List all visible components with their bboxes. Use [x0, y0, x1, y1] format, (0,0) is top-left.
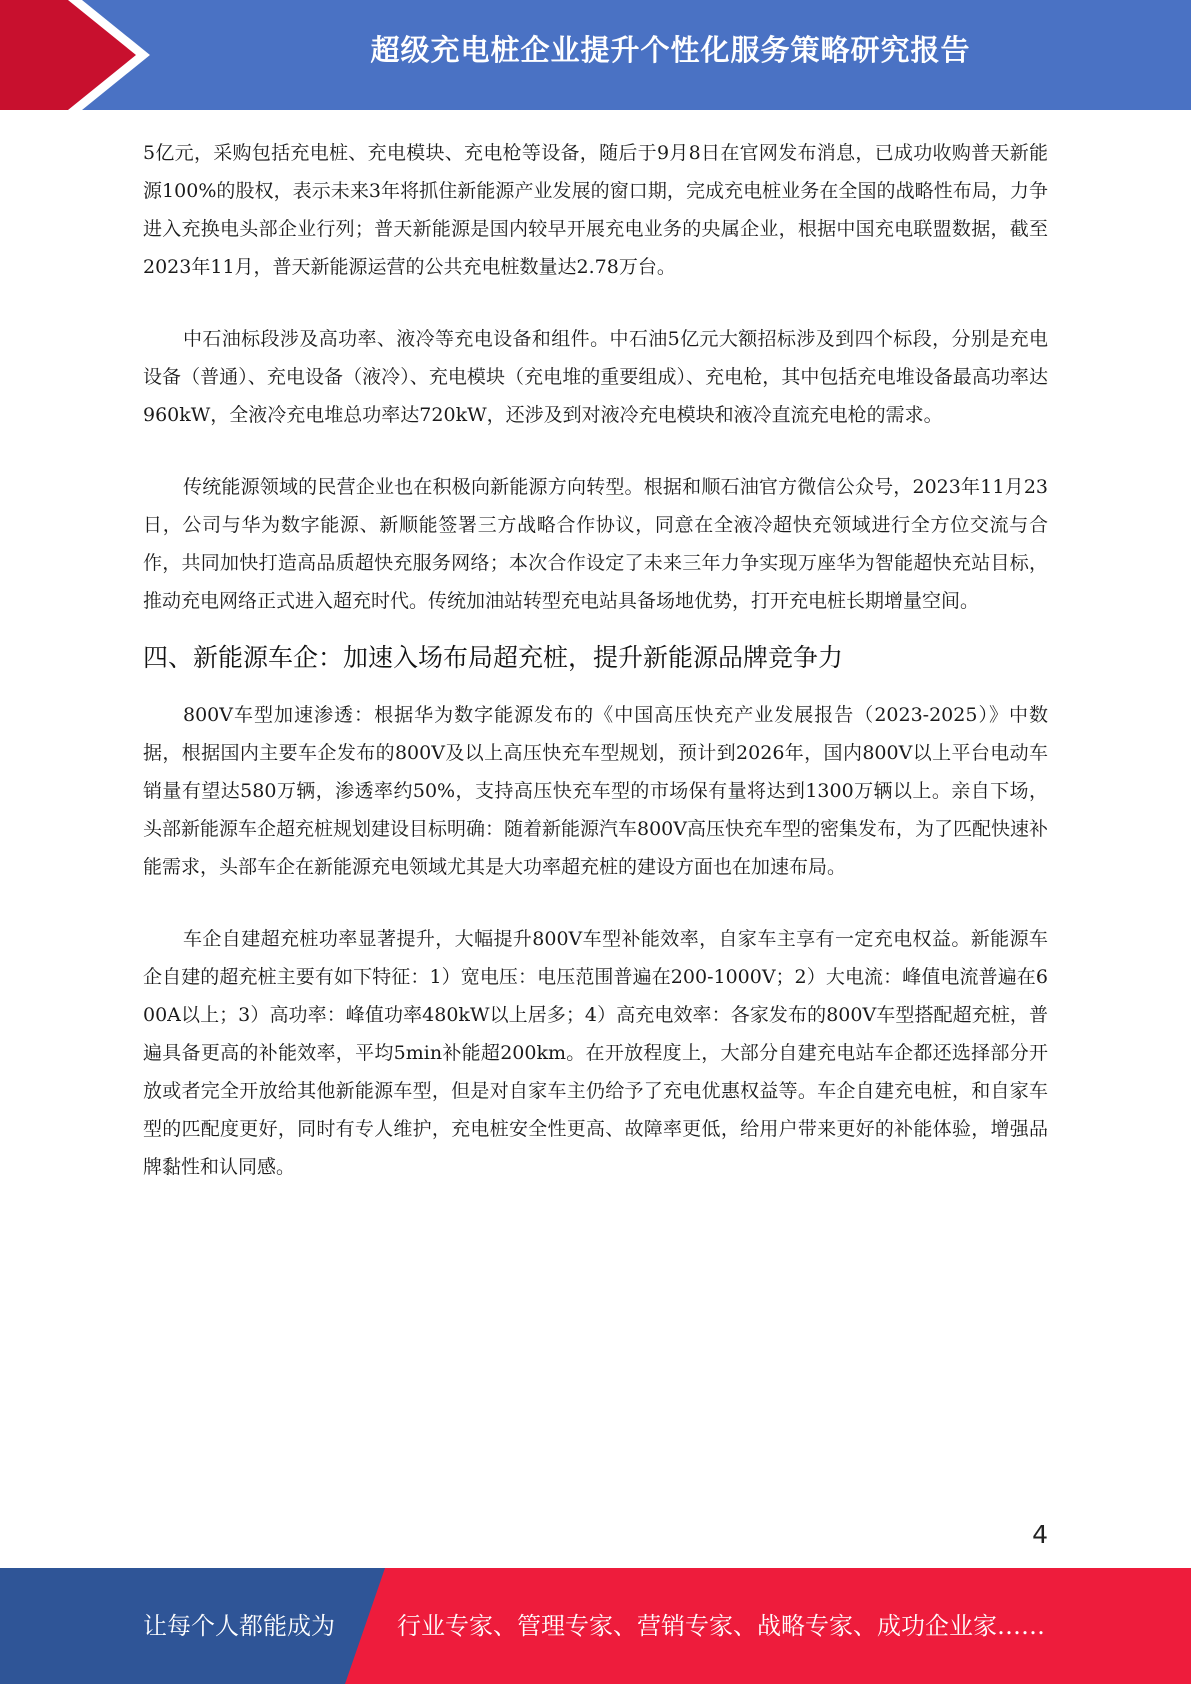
page-footer [0, 1568, 1191, 1684]
header-arrow-icon [0, 0, 150, 110]
body-paragraph: 车企自建超充桩功率显著提升，大幅提升800V车型补能效率，自家车主享有一定充电权益。新能源车企自建的超充桩主要有如下特征：1）宽电压：电压范围普遍在200-1000V；2）大电流：峰值电流普遍在600A以上；3）高功率：峰值功率480kW以上居多；4）高充电效率：各家发布的800V车型搭配超充桩，普遍具备更高的补能效率，平均5min补能超200km。在开放程度上，大部分自建充电站车企都还选择部分开放或者完全开放给其他新能源车型，但是对自家车主仍给予了充电优惠权益等。车企自建充电桩，和自家车型的匹配度更好，同时有专人维护，充电桩安全性更高、故障率更低，给用户带来更好的补能体验，增强品牌黏性和认同感。 [143, 928, 1048, 1178]
page-header [0, 0, 1191, 110]
main-content [143, 134, 1048, 1186]
body-paragraph: 800V车型加速渗透：根据华为数字能源发布的《中国高压快充产业发展报告（2023-2025）》中数据，根据国内主要车企发布的800V及以上高压快充车型规划，预计到2026年，国内800V以上平台电动车销量有望达580万辆，渗透率约50%，支持高压快充车型的市场保有量将达到1300万辆以上。亲自下场，头部新能源车企超充桩规划建设目标明确：随着新能源汽车800V高压快充车型的密集发布，为了匹配快速补能需求，头部车企在新能源充电领域尤其是大功率超充桩的建设方面也在加速布局。 [143, 704, 1048, 878]
footer-slogan-right: 行业专家、管理专家、营销专家、战略专家、成功企业家…… [397, 1612, 1045, 1640]
page-number: 4 [1032, 1520, 1048, 1549]
body-paragraph: 中石油标段涉及高功率、液冷等充电设备和组件。中石油5亿元大额招标涉及到四个标段，分别是充电设备（普通）、充电设备（液冷）、充电模块（充电堆的重要组成）、充电枪，其中包括充电堆设备最高功率达960kW，全液冷充电堆总功率达720kW，还涉及到对液冷充电模块和液冷直流充电枪的需求。 [143, 328, 1048, 426]
body-paragraph: 5亿元，采购包括充电桩、充电模块、充电枪等设备，随后于9月8日在官网发布消息，已成功收购普天新能源100%的股权，表示未来3年将抓住新能源产业发展的窗口期，完成充电桩业务在全国的战略性布局，力争进入充换电头部企业行列；普天新能源是国内较早开展充电业务的央属企业，根据中国充电联盟数据，截至2023年11月，普天新能源运营的公共充电桩数量达2.78万台。 [143, 142, 1048, 278]
footer-slogan-left: 让每个人都能成为 [143, 1612, 335, 1640]
body-paragraph: 传统能源领域的民营企业也在积极向新能源方向转型。根据和顺石油官方微信公众号，2023年11月23日，公司与华为数字能源、新顺能签署三方战略合作协议，同意在全液冷超快充领域进行全方位交流与合作，共同加快打造高品质超快充服务网络；本次合作设定了未来三年力争实现万座华为智能超快充站目标，推动充电网络正式进入超充时代。传统加油站转型充电站具备场地优势，打开充电桩长期增量空间。 [143, 476, 1048, 612]
section-heading: 四、新能源车企：加速入场布局超充桩，提升新能源品牌竞争力 [143, 643, 844, 672]
report-title: 超级充电桩企业提升个性化服务策略研究报告 [370, 33, 971, 67]
